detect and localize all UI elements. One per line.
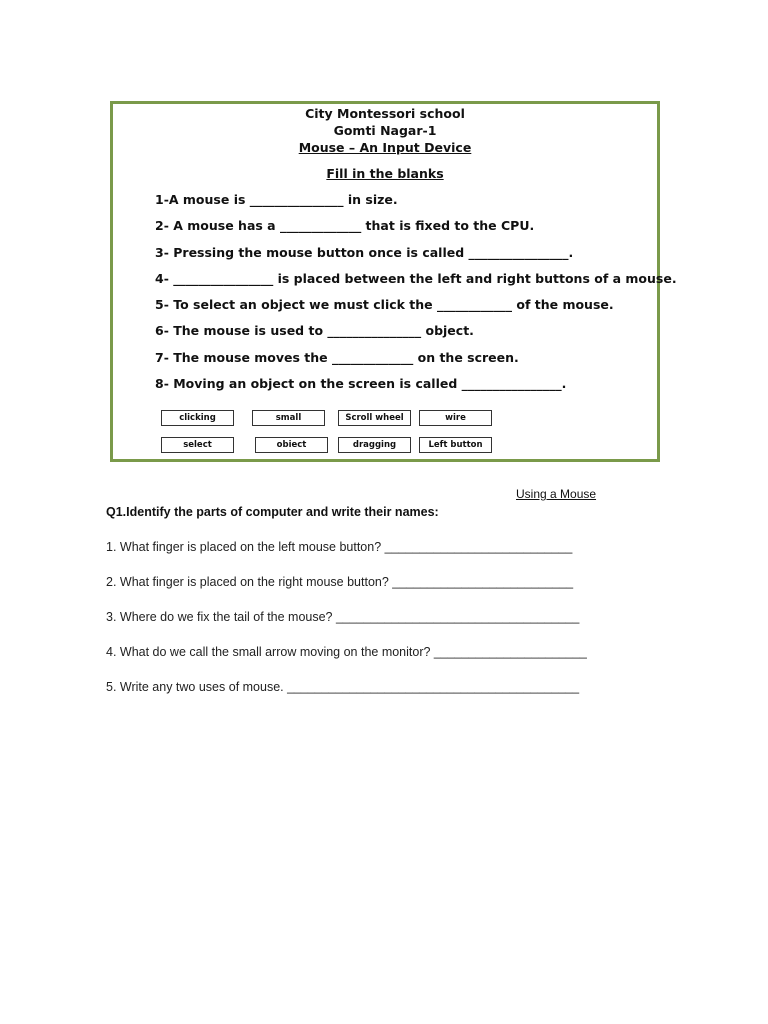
fill-blank-question: 4- ________________ is placed between the left and right buttons of a mouse. [155, 271, 677, 286]
fill-blank-question: 3- Pressing the mouse button once is called ________________. [155, 245, 574, 260]
school-name: City Montessori school [305, 106, 465, 121]
word-bank-item: small [252, 410, 325, 426]
fill-blank-question: 2- A mouse has a _____________ that is fixed to the CPU. [155, 218, 535, 233]
short-question: 1. What finger is placed on the left mouse button? ___________________________ [106, 540, 573, 554]
short-question: 2. What finger is placed on the right mouse button? __________________________ [106, 575, 574, 589]
fill-blank-question: 8- Moving an object on the screen is called ________________. [155, 376, 567, 391]
word-bank-item: Left button [419, 437, 492, 453]
word-bank-item: select [161, 437, 234, 453]
worksheet-content [113, 104, 677, 459]
fill-blank-question: 7- The mouse moves the _____________ on the screen. [155, 350, 519, 365]
word-bank-item: dragging [338, 437, 411, 453]
word-bank-item: obiect [255, 437, 328, 453]
section-title: Fill in the blanks [326, 166, 444, 181]
question-heading: Q1.Identify the parts of computer and write their names: [106, 505, 439, 519]
word-bank-item: wire [419, 410, 492, 426]
word-bank-item: clicking [161, 410, 234, 426]
short-question: 5. Write any two uses of mouse. __________________________________________ [106, 680, 580, 694]
school-branch: Gomti Nagar-1 [333, 123, 437, 138]
fill-blank-question: 5- To select an object we must click the ____________ of the mouse. [155, 297, 614, 312]
word-bank-item: Scroll wheel [338, 410, 411, 426]
worksheet-topic: Mouse – An Input Device [298, 140, 472, 155]
worksheet-box [110, 101, 677, 462]
short-question: 3. Where do we fix the tail of the mouse? ___________________________________ [106, 610, 580, 624]
short-question: 4. What do we call the small arrow moving on the monitor? ______________________ [106, 645, 587, 659]
fill-blank-question: 1-A mouse is _______________ in size. [155, 192, 398, 207]
fill-blank-question: 6- The mouse is used to _______________ object. [155, 323, 474, 338]
section-subtitle: Using a Mouse [516, 487, 597, 501]
